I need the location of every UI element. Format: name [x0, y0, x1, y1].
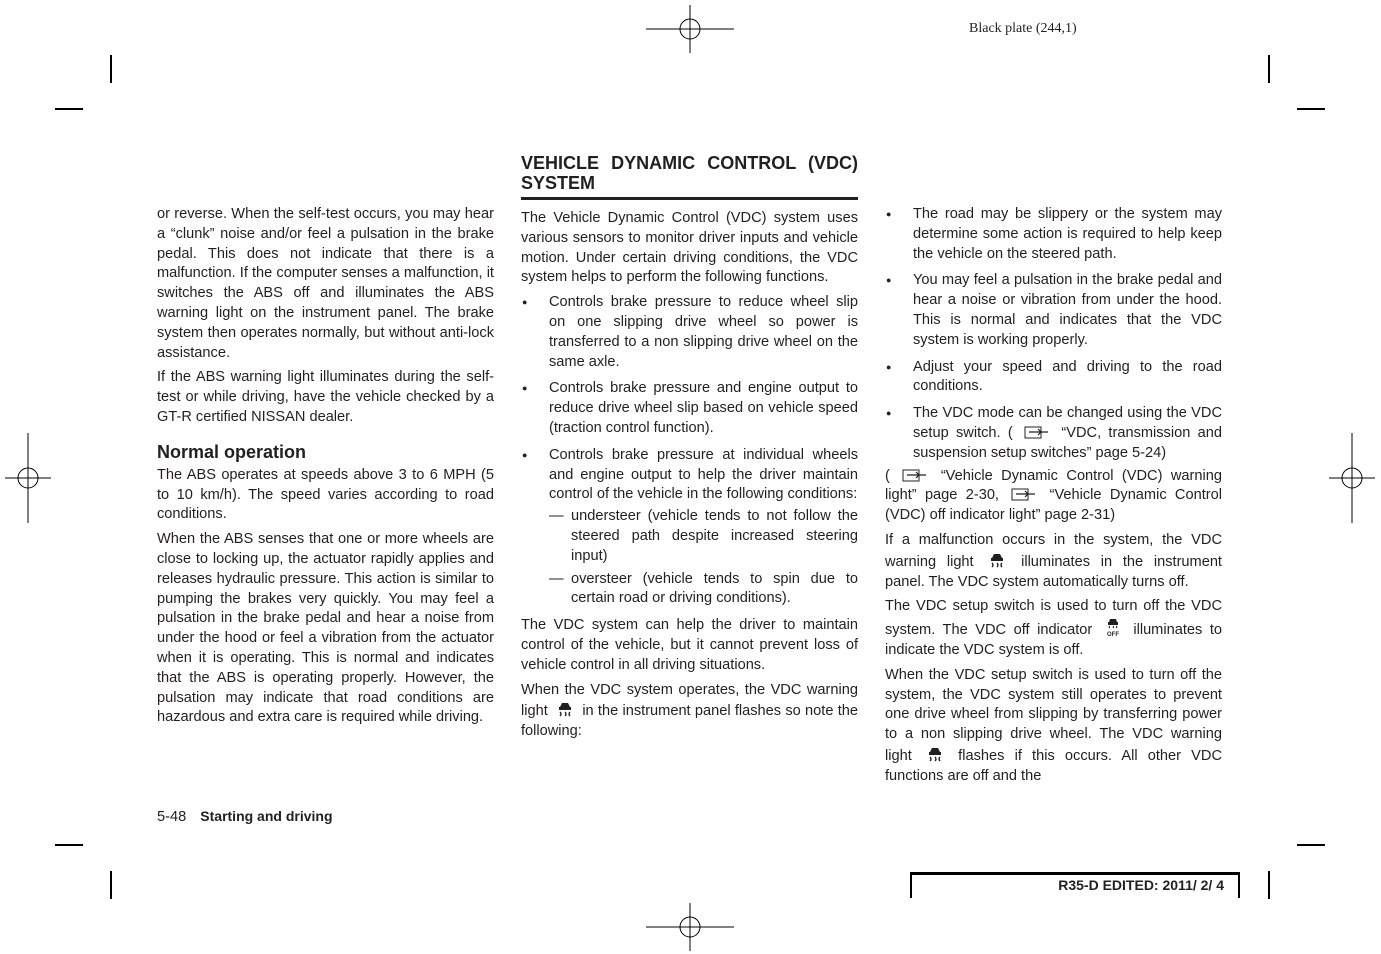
- crop-mark: [55, 108, 83, 110]
- reference-hand-icon: [1011, 486, 1037, 502]
- vdc-skid-car-icon: [926, 745, 944, 763]
- list-item: [885, 404, 1222, 463]
- body-paragraph: [885, 666, 1222, 787]
- vdc-skid-car-icon: [556, 700, 574, 718]
- text-fragment: If a malfunction occurs in the system, the VDC warning light: [885, 531, 1222, 570]
- text-fragment: When the VDC setup switch is used to turn off the system, the VDC system still operates to prevent one drive wheel from slipping by transferring power to a non slipping drive wheel. The VDC warning light: [885, 666, 1222, 764]
- vdc-off-icon: [1104, 617, 1122, 637]
- registration-mark-left: [5, 433, 51, 523]
- list-item: ● Adjust your speed and driving to the road conditions.: [885, 358, 1222, 398]
- text-fragment: in the instrument panel flashes so note the following:: [521, 703, 858, 740]
- reference-hand-icon: [902, 467, 928, 483]
- text-fragment: (: [885, 467, 890, 484]
- crop-mark: [110, 55, 112, 83]
- text-fragment: flashes if this occurs. All other VDC functions are off and the: [885, 747, 1222, 784]
- list-item: ● You may feel a pulsation in the brake pedal and hear a noise or vibration from under the hood. This is normal and indicates that the VDC system is working properly.: [885, 271, 1222, 350]
- list-item: ● Controls brake pressure to reduce wheel slip on one slipping drive wheel so power is transferred to a non slipping drive wheel on the same axle.: [521, 293, 858, 372]
- body-paragraph: The VDC system can help the driver to maintain control of the vehicle, but it cannot prevent loss of vehicle control in all driving situations.: [521, 617, 858, 673]
- text-fragment: The VDC setup switch is used to turn off the VDC system. The VDC off indicator: [885, 598, 1222, 639]
- list-item: [521, 446, 858, 609]
- list-item-text: Controls brake pressure at individual wheels and engine output to help the driver maintain control of the vehicle in the following conditions:: [549, 446, 858, 503]
- text-fragment: illuminates to indicate the VDC system is off.: [885, 622, 1222, 658]
- text-fragment: illuminates in the instrument panel. The VDC system automatically turns off.: [885, 553, 1222, 590]
- body-paragraph: [521, 681, 858, 742]
- crop-mark: [1297, 108, 1325, 110]
- crop-mark: [1268, 871, 1270, 899]
- crop-mark: [110, 871, 112, 899]
- body-paragraph: The Vehicle Dynamic Control (VDC) system uses various sensors to monitor driver inputs and vehicle motion. Under certain driving conditions, the VDC system helps to perform the following functions.: [521, 210, 858, 286]
- bullet-list: [521, 293, 858, 609]
- reference-paragraph: [885, 467, 1222, 526]
- text-fragment: The VDC mode can be changed using the VDC setup switch. (: [913, 405, 1222, 441]
- reference-hand-icon: [1024, 424, 1050, 440]
- body-paragraph: If the ABS warning light illuminates during the self-test or while driving, have the vehicle checked by a GT-R certified NISSAN dealer.: [157, 369, 494, 425]
- body-paragraph: The ABS operates at speeds above 3 to 6 MPH (5 to 10 km/h). The speed varies according to road conditions.: [157, 466, 494, 523]
- column-left: [157, 205, 494, 733]
- body-paragraph: [885, 597, 1222, 660]
- crop-mark: [1268, 55, 1270, 83]
- page-footer: [157, 808, 333, 825]
- crop-mark: [1297, 844, 1325, 846]
- text-fragment: “Vehicle Dynamic Control (VDC) warning light” page 2-30,: [885, 467, 1223, 504]
- plate-label: Black plate (244,1): [969, 21, 1077, 36]
- crop-mark: [55, 844, 83, 846]
- dash-list: [549, 507, 858, 609]
- text-fragment: When the VDC system operates, the VDC warning light: [521, 681, 858, 720]
- page-number: 5-48: [157, 809, 187, 825]
- text-fragment: “Vehicle Dynamic Control (VDC) off indicator light” page 2-31): [885, 487, 1222, 524]
- dash-item: — understeer (vehicle tends to not follow the steered path despite increased steering input): [549, 507, 858, 566]
- vdc-skid-car-icon: [988, 551, 1006, 569]
- body-paragraph: When the ABS senses that one or more wheels are close to locking up, the actuator rapidly applies and releases hydraulic pressure. This action is similar to pumping the brakes very quickly. You may feel a pulsation in the brake pedal and hear a noise from under the hood or feel a vibration from the actuator when it is operating. This is normal and indicates that the ABS is operating properly. However, the pulsation may indicate that road conditions are hazardous and extra care is required while driving.: [157, 531, 494, 726]
- registration-mark-right: [1329, 433, 1375, 523]
- edited-stamp: R35-D EDITED: 2011/ 2/ 4: [910, 872, 1240, 898]
- body-paragraph: [885, 531, 1222, 592]
- registration-mark-bottom: [646, 903, 734, 951]
- list-item: ● Controls brake pressure and engine output to reduce drive wheel slip based on vehicle speed (traction control function).: [521, 379, 858, 438]
- svg-text:OFF: OFF: [1106, 632, 1119, 638]
- text-fragment: “VDC, transmission and suspension setup switches” page 5-24): [913, 424, 1222, 461]
- dash-item: — oversteer (vehicle tends to spin due to certain road or driving conditions).: [549, 570, 858, 610]
- column-middle: [521, 153, 858, 747]
- subheading-normal-operation: Normal operation: [157, 441, 307, 462]
- registration-mark-top: [646, 5, 734, 53]
- section-heading: VEHICLE DYNAMIC CONTROL (VDC) SYSTEM: [521, 153, 858, 200]
- section-name: Starting and driving: [200, 808, 333, 824]
- bullet-list: [885, 205, 1222, 464]
- list-item: ● The road may be slippery or the system may determine some action is required to help keep the vehicle on the steered path.: [885, 205, 1222, 264]
- column-right: [885, 205, 1222, 792]
- body-paragraph: or reverse. When the self-test occurs, you may hear a “clunk” noise and/or feel a pulsation in the brake pedal. This does not indicate that there is a malfunction. If the computer senses a malfunction, it switches the ABS off and illuminates the ABS warning light on the instrument panel. The brake system then operates normally, but without anti-lock assistance.: [157, 206, 494, 361]
